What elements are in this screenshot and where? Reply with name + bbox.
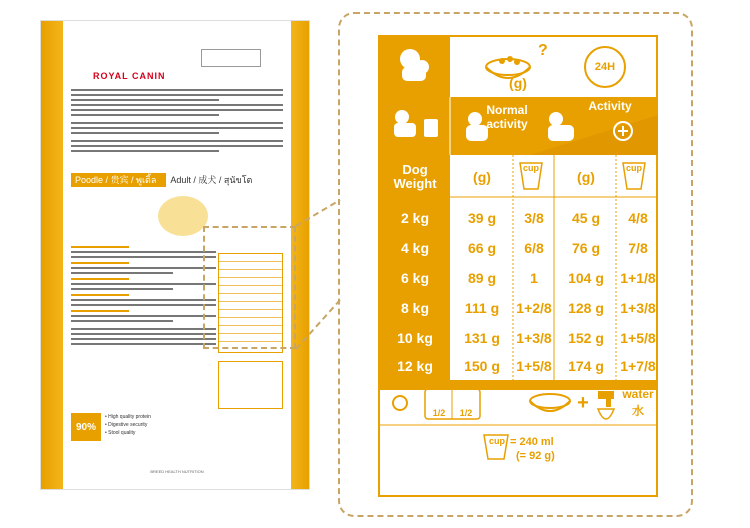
half-label-am: 1/2 — [432, 408, 446, 418]
active-g-cell: 128 g — [568, 300, 604, 316]
product-name: Poodle / 贵宾 / พูเดิ้ล — [71, 173, 166, 187]
active-cup-cell: 1+7/8 — [620, 358, 656, 374]
weight-cell: 12 kg — [397, 358, 433, 374]
dog-weight-header: Dog Weight — [393, 162, 437, 191]
active-cup-cell: 7/8 — [628, 240, 648, 256]
water-label: water — [622, 387, 654, 401]
active-cup-cell: 4/8 — [628, 210, 648, 226]
active-g-cell: 152 g — [568, 330, 604, 346]
weight-cell: 10 kg — [397, 330, 433, 346]
normal-g-cell: 89 g — [467, 270, 496, 286]
normal-cup-cell: 6/8 — [524, 240, 544, 256]
cup-icon-label: cup — [488, 436, 505, 446]
timer-label: 24H — [594, 61, 616, 73]
weight-cell: 4 kg — [400, 240, 429, 256]
normal-cup-cell: 1+5/8 — [516, 358, 552, 374]
plus-sign: + — [577, 391, 589, 414]
active-cup-cell: 1+5/8 — [620, 330, 656, 346]
normal-cup-cell: 3/8 — [524, 210, 544, 226]
cup-volume: = 240 ml — [510, 436, 554, 448]
cup-normal-label: cup — [522, 163, 539, 173]
cup-active-label: cup — [625, 163, 642, 173]
brand-logo: ROYAL CANIN — [93, 71, 166, 81]
half-label-pm: 1/2 — [459, 408, 473, 418]
weight-cell: 8 kg — [400, 300, 429, 316]
feeding-guide-card — [378, 35, 658, 497]
normal-cup-cell: 1 — [530, 270, 538, 286]
top-unit-label: (g) — [509, 75, 527, 91]
unit-g-normal: (g) — [473, 169, 491, 185]
active-g-cell: 76 g — [571, 240, 600, 256]
active-g-cell: 174 g — [568, 358, 604, 374]
cup-weight: (= 92 g) — [516, 450, 555, 462]
water-label-cn: 水 — [631, 403, 644, 418]
col-activity-header: Activity — [588, 99, 632, 113]
normal-g-cell: 111 g — [464, 300, 500, 316]
normal-g-cell: 39 g — [467, 210, 496, 226]
active-g-cell: 45 g — [571, 210, 600, 226]
protein-badge: 90% — [71, 413, 101, 441]
weight-cell: 6 kg — [400, 270, 429, 286]
unit-g-active: (g) — [577, 169, 595, 185]
bullet-item: • Stool quality — [105, 430, 136, 436]
weight-cell: 2 kg — [400, 210, 429, 226]
bullet-item: • Digestive security — [105, 422, 148, 428]
product-stage: Adult / 成犬 / สุนัขโต — [170, 175, 253, 185]
normal-cup-cell: 1+3/8 — [516, 330, 552, 346]
normal-g-cell: 131 g — [464, 330, 500, 346]
active-g-cell: 104 g — [568, 270, 604, 286]
col-normal-header: Normal activity — [486, 103, 528, 131]
bag-footer: BREED HEALTH NUTRITION — [150, 469, 204, 474]
active-cup-cell: 1+1/8 — [620, 270, 656, 286]
normal-g-cell: 150 g — [464, 358, 500, 374]
normal-cup-cell: 1+2/8 — [516, 300, 552, 316]
active-cup-cell: 1+3/8 — [620, 300, 656, 316]
bullet-item: • High quality protein — [105, 414, 151, 420]
svg-text:?: ? — [538, 42, 548, 59]
normal-g-cell: 66 g — [467, 240, 496, 256]
